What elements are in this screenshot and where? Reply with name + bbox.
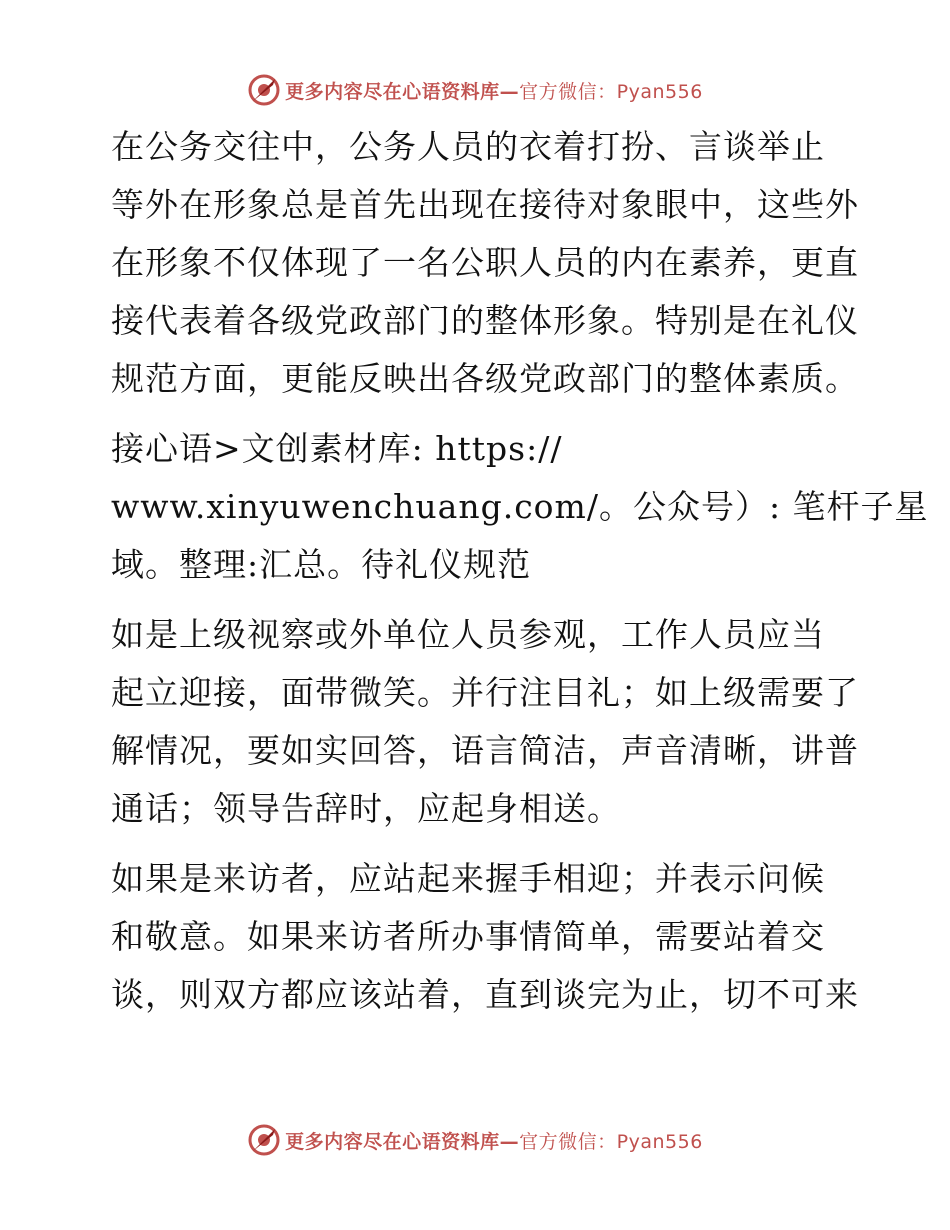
text-line: 通话；领导告辞时，应起身相送。 (111, 789, 621, 828)
watermark-main: 更多内容尽在心语资料库 (285, 1130, 500, 1153)
watermark-main: 更多内容尽在心语资料库 (285, 80, 500, 103)
watermark-official-wechat: 官方微信：Pyan556 (519, 1130, 703, 1153)
watermark-text (285, 77, 703, 104)
brand-logo-icon (247, 1123, 281, 1157)
header-watermark (0, 70, 950, 110)
footer-watermark (0, 1120, 950, 1160)
text-line: 如果是来访者，应站起来握手相迎；并表示问候 (111, 859, 825, 898)
document-body (97, 118, 929, 1036)
watermark-dash: — (499, 1130, 520, 1153)
paragraph-etiquette-intro (97, 118, 857, 408)
paragraph-superior-visit (97, 606, 857, 838)
text-line: 域。整理:汇总。待礼仪规范 (111, 545, 532, 584)
text-line: 接代表着各级党政部门的整体形象。特别是在礼仪 (111, 301, 859, 340)
text-line: 谈，则双方都应该站着，直到谈完为止，切不可来 (111, 975, 859, 1014)
text-line: 在公务交往中，公务人员的衣着打扮、言谈举止 (111, 127, 825, 166)
paragraph-visitor-reception (97, 850, 857, 1024)
text-line: 在形象不仅体现了一名公职人员的内在素养，更直 (111, 243, 859, 282)
watermark-official-wechat: 官方微信：Pyan556 (519, 80, 703, 103)
text-line: www.xinyuwenchuang.com/。公众号）: 笔杆子星 (111, 487, 929, 526)
text-line: 和敬意。如果来访者所办事情简单，需要站着交 (111, 917, 825, 956)
text-line: 接心语>文创素材库: https:// (111, 429, 563, 468)
paragraph-source-note (97, 420, 929, 594)
brand-logo-icon (247, 73, 281, 107)
watermark-dash: — (499, 80, 520, 103)
text-line: 解情况，要如实回答，语言简洁，声音清晰，讲普 (111, 731, 859, 770)
text-line: 等外在形象总是首先出现在接待对象眼中，这些外 (111, 185, 859, 224)
watermark-text (285, 1127, 703, 1154)
text-line: 如是上级视察或外单位人员参观，工作人员应当 (111, 615, 825, 654)
text-line: 起立迎接，面带微笑。并行注目礼；如上级需要了 (111, 673, 859, 712)
text-line: 规范方面，更能反映出各级党政部门的整体素质。 (111, 359, 859, 398)
